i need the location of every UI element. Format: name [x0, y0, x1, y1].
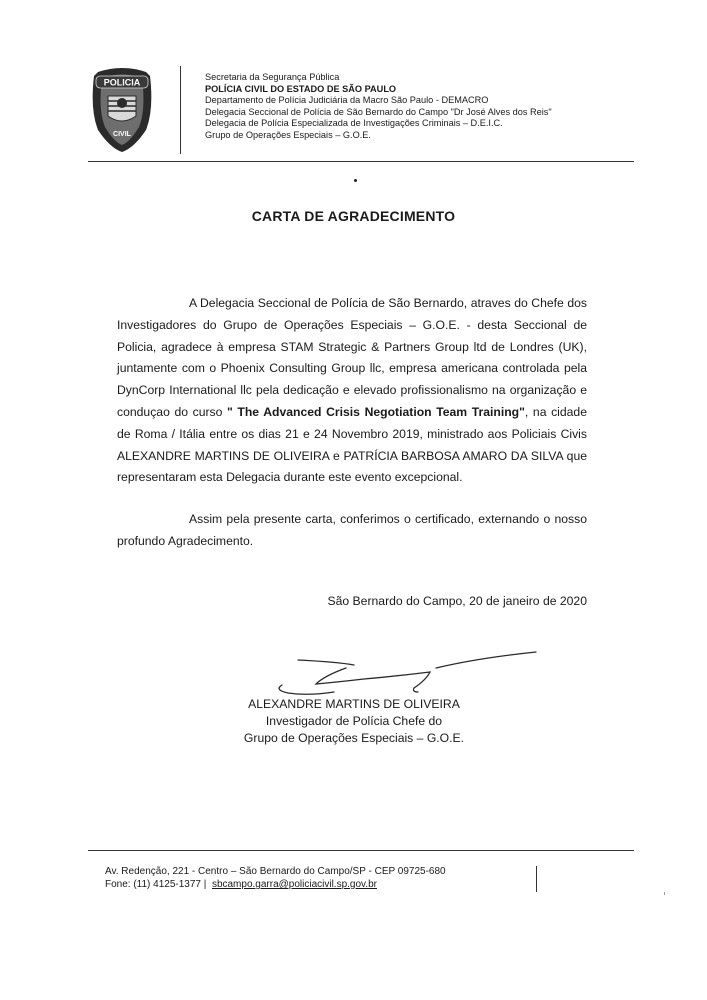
- paragraph-closing: Assim pela presente carta, conferimos o certificado, externando o nosso profundo Agradecimento.: [117, 512, 587, 548]
- signer-name: ALEXANDRE MARTINS DE OLIVEIRA: [248, 697, 460, 711]
- header-line-departamento: Departamento de Polícia Judiciária da Macro São Paulo - DEMACRO: [205, 95, 489, 106]
- header-institution: [205, 72, 552, 142]
- signer-unit: Grupo de Operações Especiais – G.O.E.: [243, 731, 465, 745]
- badge-top-text: POLICIA: [103, 77, 141, 88]
- header-rule: [88, 161, 634, 162]
- footer-phone-email: [105, 878, 446, 891]
- scan-speck: [664, 892, 665, 895]
- footer-divider: [536, 866, 537, 892]
- header-divider: [180, 66, 181, 154]
- footer-email-link[interactable]: sbcampo.garra@policiacivil.sp.gov.br: [211, 879, 377, 890]
- letter-body: [117, 293, 587, 553]
- badge-bottom-text: CIVIL: [113, 131, 131, 138]
- footer-contact: [105, 865, 446, 891]
- footer-phone: Fone: (11) 4125-1377 |: [105, 879, 207, 890]
- header-line-deic: Delegacia de Polícia Especializada de Investigações Criminais – D.E.I.C.: [205, 118, 503, 129]
- header-line-secretaria: Secretaria da Segurança Pública: [205, 72, 340, 82]
- header-line-seccional: Delegacia Seccional de Polícia de São Bernardo do Campo "Dr José Alves dos Reis": [205, 106, 552, 117]
- header-line-policia-civil: POLÍCIA CIVIL DO ESTADO DE SÃO PAULO: [205, 83, 397, 94]
- footer-rule: [88, 850, 634, 851]
- place-date: São Bernardo do Campo, 20 de janeiro de 2020: [327, 594, 587, 608]
- footer-address: Av. Redenção, 221 - Centro – São Bernardo do Campo/SP - CEP 09725-680: [105, 866, 446, 877]
- header-line-goe: Grupo de Operações Especiais – G.O.E.: [205, 129, 371, 140]
- course-name: " The Advanced Crisis Negotiation Team Training": [227, 404, 525, 419]
- paragraph-acknowledgement-part2: , na cidade de Roma / Itália entre os dias 21 e 24 Novembro 2019, ministrado aos Policiais Civis ALEXANDRE MARTINS DE OLIVEIRA e PATRÍCIA BARBOSA AMARO DA SILVA que representaram esta Delegacia durante este evento excepcional.: [117, 404, 587, 485]
- document-title: CARTA DE AGRADECIMENTO: [251, 208, 456, 224]
- paragraph-acknowledgement-part1: A Delegacia Seccional de Polícia de São Bernardo, atraves do Chefe dos Investigadores do Grupo de Operações Especiais – G.O.E. - desta Seccional de Policia, agradece à empresa STAM Strategic & Partners Group ltd de Londres (UK), juntamente com o Phoenix Consulting Group llc, empresa americana controlada pela DynCorp International llc pela dedicação e elevado profissionalismo na organização e conduçao do curso: [117, 296, 587, 419]
- signer-role: Investigador de Polícia Chefe do: [265, 714, 443, 728]
- paragraph-acknowledgement: [117, 293, 587, 489]
- header-dot: [354, 179, 357, 182]
- police-badge-icon: [88, 64, 156, 154]
- signature-block: [200, 696, 508, 747]
